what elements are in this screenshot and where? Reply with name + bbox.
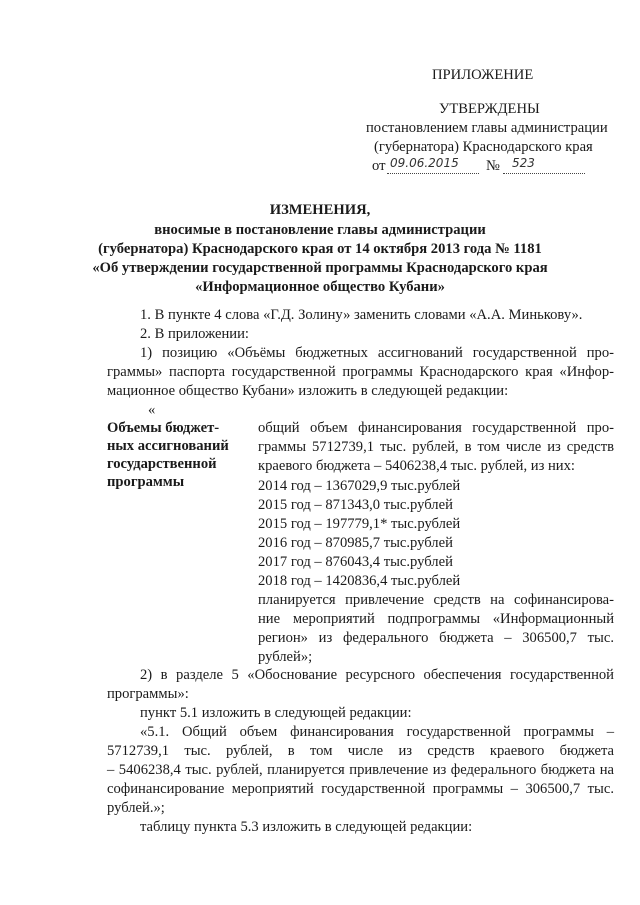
approved-by-line2: (губернатора) Краснодарского края — [374, 139, 593, 155]
section2-quote-line4: софинансирование мероприятий государственной программы – 306500,7 тыс. — [107, 781, 614, 797]
paragraph-1-line1: 1) позицию «Объёмы бюджетных ассигнований государственной про- — [140, 345, 614, 361]
year-row: 2017 год – 876043,4 тыс.рублей — [258, 554, 453, 570]
section2-table-note: таблицу пункта 5.3 изложить в следующей редакции: — [140, 819, 473, 835]
section2-quote-line2: 5712739,1 тыс. рублей, в том числе из средств краевого бюджета — [107, 743, 614, 759]
year-row: 2015 год – 197779,1* тыс.рублей — [258, 516, 461, 532]
appendix-label: ПРИЛОЖЕНИЕ — [432, 67, 534, 83]
table-right-line3: краевого бюджета – 5406238,4 тыс. рублей, из них: — [258, 458, 575, 474]
table-left-cell — [107, 419, 229, 491]
table-footer-line3: регион» из федерального бюджета – 306500,7 тыс. — [258, 630, 614, 646]
year-row: 2016 год – 870985,7 тыс.рублей — [258, 535, 453, 551]
section2-quote-line5: рублей.»; — [107, 800, 165, 816]
item-2: 2. В приложении: — [140, 326, 249, 342]
title-main: ИЗМЕНЕНИЯ, — [269, 202, 371, 218]
table-footer-line4: рублей»; — [258, 649, 313, 665]
item-1: 1. В пункте 4 слова «Г.Д. Золину» заменить словами «А.А. Минькову». — [140, 307, 583, 323]
number-handwritten: 523 — [512, 156, 535, 170]
opening-quote: « — [148, 402, 156, 418]
year-row: 2018 год – 1420836,4 тыс.рублей — [258, 573, 461, 589]
date-handwritten: 09.06.2015 — [390, 156, 459, 170]
title-line2: вносимые в постановление главы администрации — [154, 222, 486, 238]
section2-line2: программы»: — [107, 686, 189, 702]
table-left-line1: Объемы бюджет- — [107, 420, 220, 436]
table-right-line2: граммы 5712739,1 тыс. рублей, в том числе из средств — [258, 439, 614, 455]
table-footer-line1: планируется привлечение средств на софинансирова- — [258, 592, 614, 608]
title-line5: «Информационное общество Кубани» — [195, 279, 445, 295]
title-line4: «Об утверждении государственной программы Краснодарского края — [92, 260, 548, 276]
paragraph-1-line2: граммы» паспорта государственной программы Краснодарского края «Инфор- — [107, 364, 614, 380]
number-label: № — [486, 158, 500, 174]
section2-line1: 2) в разделе 5 «Обоснование ресурсного обеспечения государственной — [140, 667, 614, 683]
paragraph-1-line3: мационное общество Кубани» изложить в следующей редакции: — [107, 383, 509, 399]
title-line3: (губернатора) Краснодарского края от 14 октября 2013 года № 1181 — [98, 241, 542, 257]
date-underline — [387, 173, 479, 174]
year-row: 2015 год – 871343,0 тыс.рублей — [258, 497, 453, 513]
section2-quote-line1: «5.1. Общий объем финансирования государственной программы – — [140, 724, 614, 740]
section2-point51: пункт 5.1 изложить в следующей редакции: — [140, 705, 412, 721]
table-right-line1: общий объем финансирования государственной про- — [258, 420, 614, 436]
number-underline — [503, 173, 585, 174]
table-left-line3: государственной — [107, 456, 217, 472]
approved-by-line1: постановлением главы администрации — [366, 120, 608, 136]
date-label: от — [372, 158, 386, 174]
year-row: 2014 год – 1367029,9 тыс.рублей — [258, 478, 461, 494]
table-left-line4: программы — [107, 474, 185, 490]
table-left-line2: ных ассигнований — [107, 438, 229, 454]
approved-label: УТВЕРЖДЕНЫ — [439, 101, 540, 117]
section2-quote-line3: – 5406238,4 тыс. рублей, планируется привлечение из федерального бюджета на — [107, 762, 614, 778]
table-footer-line2: ние мероприятий подпрограммы «Информационный — [258, 611, 614, 627]
